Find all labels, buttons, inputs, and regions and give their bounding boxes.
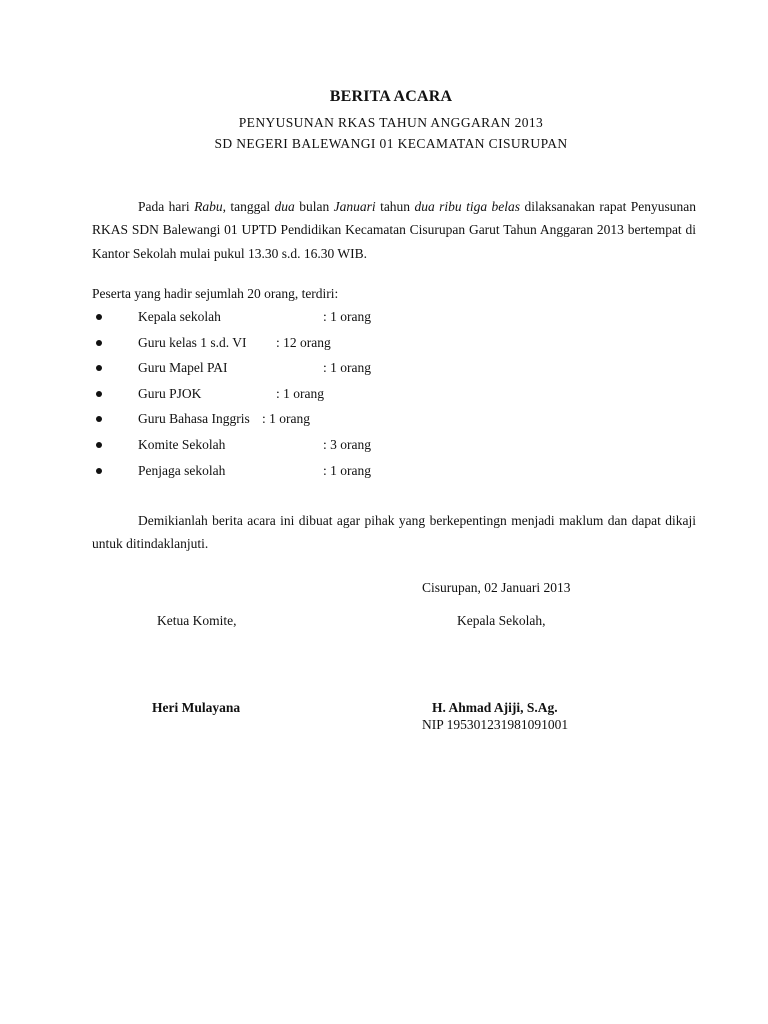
participants-list [92,309,592,488]
committee-chair-name: Heri Mulayana [152,700,241,715]
participant-role: Guru PJOK [138,385,202,401]
opening-text-5: dilaksanakan rapat Penyusunan RKAS SDN Balewangi 01 UPTD Pendidikan Kecamatan Cisurupan Garut Tahun Anggaran 2013 bertempat di Kantor Sekolah mulai pukul 13.30 s.d. 16.30 WIB. [92,199,696,261]
participant-count: : 1 orang [262,411,310,427]
month-value: Januari [333,199,376,214]
bullet-icon [96,442,102,448]
participant-count: : 1 orang [323,360,371,376]
bullet-icon [96,391,102,397]
opening-text-4: tahun [375,199,415,214]
bullet-icon [96,314,102,320]
principal-name: H. Ahmad Ajiji, S.Ag. [432,700,558,715]
list-item [92,360,592,386]
bullet-icon [96,365,102,371]
participant-count: : 3 orang [323,436,371,452]
bullet-icon [96,340,102,346]
principal-role: Kepala Sekolah, [457,613,546,628]
participant-count: : 1 orang [276,385,324,401]
participants-intro: Peserta yang hadir sejumlah 20 orang, terdiri: [92,286,339,301]
participant-count: : 1 orang [323,309,371,324]
opening-paragraph [92,195,696,265]
list-item [92,386,592,412]
principal-nip: NIP 195301231981091001 [422,717,569,732]
participant-role: Komite Sekolah [138,436,226,452]
opening-text-1: Pada hari [138,199,195,214]
bullet-icon [96,416,102,422]
document-title: BERITA ACARA [329,88,453,105]
committee-chair-role: Ketua Komite, [157,613,237,628]
day-value: Rabu [194,199,223,214]
participant-role: Guru Mapel PAI [138,360,228,376]
year-value: dua ribu tiga belas [414,199,521,214]
list-item [92,309,592,335]
participant-count: : 12 orang [276,334,331,350]
opening-text-3: bulan [294,199,334,214]
closing-text: Demikianlah berita acara ini dibuat agar pihak yang berkepentingn menjadi maklum dan dapat dikaji untuk ditindaklanjuti. [92,513,696,552]
document-subtitle: PENYUSUNAN RKAS TAHUN ANGGARAN 2013 [238,115,544,130]
opening-text-2: , tanggal [222,199,275,214]
participant-role: Kepala sekolah [138,309,221,324]
list-item [92,463,592,489]
school-subtitle: SD NEGERI BALEWANGI 01 KECAMATAN CISURUPAN [214,136,568,151]
bullet-icon [96,468,102,474]
participant-role: Penjaga sekolah [138,462,226,478]
participant-role: Guru kelas 1 s.d. VI [138,334,247,350]
list-item [92,335,592,361]
list-item [92,411,592,437]
participant-role: Guru Bahasa Inggris [138,411,250,427]
closing-paragraph [92,509,696,556]
date-value: dua [274,199,295,214]
participant-count: : 1 orang [323,462,371,478]
signature-place-date: Cisurupan, 02 Januari 2013 [422,580,571,595]
list-item [92,437,592,463]
